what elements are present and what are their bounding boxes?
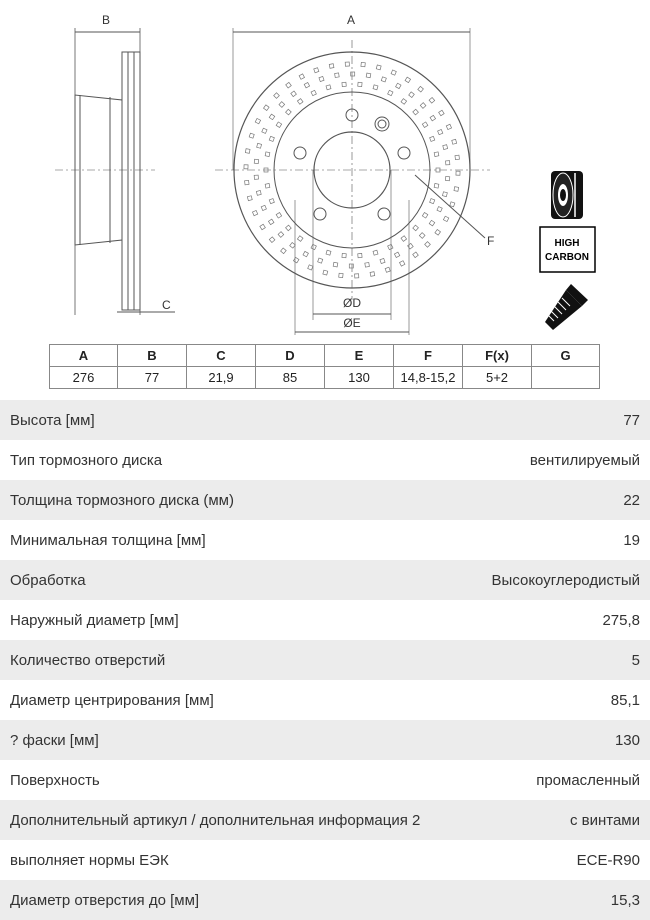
drill-hole (339, 273, 343, 277)
drill-hole (408, 243, 414, 249)
spec-value: ECE-R90 (576, 851, 640, 869)
drill-hole (286, 82, 292, 88)
drill-hole (244, 165, 248, 169)
drill-hole (261, 205, 266, 210)
spec-row (0, 520, 650, 560)
dim-header-d: D (256, 345, 325, 367)
spec-value: 22 (623, 491, 640, 509)
drill-hole (254, 175, 258, 179)
drill-hole (434, 152, 439, 157)
drill-hole (249, 133, 254, 138)
drill-hole (265, 183, 270, 188)
drill-hole (297, 236, 303, 242)
drill-hole (439, 110, 445, 116)
drill-hole (456, 171, 460, 175)
label-c: C (162, 298, 171, 312)
drill-hole (380, 258, 385, 263)
dim-value-d: 85 (256, 367, 325, 389)
drill-hole (291, 91, 297, 97)
dimension-header-row (50, 345, 600, 367)
drill-hole (366, 73, 371, 78)
drill-hole (434, 183, 439, 188)
spec-row (0, 440, 650, 480)
drill-hole (245, 180, 249, 184)
spec-value: 77 (623, 411, 640, 429)
drill-hole (297, 99, 303, 105)
spec-label: Количество отверстий (10, 651, 166, 669)
drill-hole (452, 139, 457, 144)
drill-hole (303, 251, 308, 256)
badge-line1: HIGH (554, 238, 580, 249)
drill-hole (446, 124, 451, 129)
drill-hole (443, 216, 448, 221)
drill-hole (286, 225, 292, 231)
spec-label: выполняет нормы ЕЭК (10, 851, 169, 869)
dim-header-a: A (50, 345, 118, 367)
dim-header-f: F (394, 345, 463, 367)
spec-row (0, 640, 650, 680)
spec-row (0, 680, 650, 720)
drill-hole (279, 102, 285, 108)
drill-hole (274, 93, 280, 99)
drill-hole (401, 99, 407, 105)
drill-hole (361, 62, 365, 66)
drill-hole (420, 103, 426, 109)
drill-hole (276, 213, 282, 219)
spec-label: Обработка (10, 571, 86, 589)
drill-hole (308, 265, 313, 270)
spec-row (0, 800, 650, 840)
dim-header-g: G (532, 345, 600, 367)
drill-hole (304, 82, 309, 87)
label-e: ØE (343, 316, 361, 330)
drill-hole (413, 109, 419, 115)
spec-value: вентилируемый (529, 451, 640, 469)
drill-hole (438, 129, 443, 134)
label-b: B (101, 13, 111, 27)
drill-hole (443, 145, 448, 150)
drill-hole (376, 65, 381, 70)
drill-hole (290, 242, 296, 248)
spec-label: Дополнительный артикул / дополнительная информация 2 (10, 811, 421, 829)
spec-row (0, 720, 650, 760)
drill-hole (269, 237, 275, 243)
spec-label: Наружный диаметр [мм] (10, 611, 179, 629)
drill-hole (281, 248, 287, 254)
drill-hole (264, 105, 270, 111)
drill-hole (268, 219, 274, 225)
drill-hole (323, 270, 328, 275)
drill-hole (385, 267, 390, 272)
drill-hole (247, 196, 252, 201)
drill-hole (318, 258, 323, 263)
drill-hole (409, 92, 415, 98)
drill-hole (399, 261, 404, 266)
drill-hole (245, 149, 250, 154)
spec-label: ? фаски [мм] (10, 731, 99, 749)
high-carbon-badge (540, 227, 595, 272)
drill-hole (349, 264, 353, 268)
drill-hole (286, 109, 292, 115)
drill-hole (260, 224, 266, 230)
drill-hole (413, 252, 419, 258)
drill-hole (342, 82, 346, 86)
drill-hole (329, 64, 334, 69)
drill-hole (422, 122, 428, 128)
drill-hole (435, 230, 441, 236)
spec-label: Диаметр центрирования [мм] (10, 691, 214, 709)
drill-hole (256, 190, 261, 195)
drill-hole (276, 122, 282, 128)
spec-value: 15,3 (610, 891, 640, 909)
spec-label: Тип тормозного диска (10, 451, 163, 469)
drill-hole (269, 199, 274, 204)
drill-hole (358, 253, 362, 257)
drill-hole (355, 274, 359, 278)
spec-label: Толщина тормозного диска (мм) (10, 491, 234, 509)
label-a: A (346, 13, 356, 27)
drill-hole (425, 242, 431, 248)
drill-hole (429, 97, 435, 103)
spec-value: 130 (614, 731, 640, 749)
spec-row (0, 560, 650, 600)
drill-hole (257, 143, 262, 148)
drill-hole (254, 159, 258, 163)
dim-header-b: B (118, 345, 187, 367)
spec-value: 5 (631, 651, 640, 669)
drill-hole (413, 225, 419, 231)
dim-header-c: C (187, 345, 256, 367)
drill-hole (370, 272, 375, 277)
drill-hole (333, 262, 338, 267)
spec-row (0, 600, 650, 640)
dim-value-a: 276 (50, 367, 118, 389)
drill-hole (418, 86, 424, 92)
drill-hole (335, 73, 340, 78)
badge-line2: CARBON (545, 252, 589, 263)
drill-hole (255, 118, 260, 123)
drill-hole (252, 210, 257, 215)
screw-icon (545, 284, 588, 330)
drill-hole (326, 85, 331, 90)
drill-hole (381, 77, 386, 82)
drill-hole (265, 152, 270, 157)
dim-value-c: 21,9 (187, 367, 256, 389)
spec-row (0, 480, 650, 520)
dimension-value-row (50, 367, 600, 389)
spec-value: 19 (623, 531, 640, 549)
dim-value-b: 77 (118, 367, 187, 389)
dim-value-fx: 5+2 (463, 367, 532, 389)
spec-row (0, 400, 650, 440)
drill-hole (326, 250, 331, 255)
drill-hole (351, 72, 355, 76)
dimension-table (49, 344, 600, 389)
drill-hole (422, 213, 428, 219)
drill-hole (446, 161, 450, 165)
dim-value-f: 14,8-15,2 (394, 367, 463, 389)
dim-value-g (532, 367, 600, 389)
drill-hole (437, 207, 442, 212)
spec-value: с винтами (569, 811, 640, 829)
label-d: ØD (343, 296, 361, 310)
drill-hole (299, 74, 304, 79)
drill-hole (314, 68, 319, 73)
drill-hole (278, 232, 284, 238)
drill-hole (419, 233, 425, 239)
drill-hole (262, 128, 267, 133)
spec-list (0, 400, 650, 920)
spec-row (0, 880, 650, 920)
drill-hole (373, 250, 378, 255)
brake-disc-icon (551, 171, 583, 219)
dim-value-e: 130 (325, 367, 394, 389)
drill-hole (391, 70, 396, 75)
drill-hole (293, 257, 299, 263)
dim-header-e: E (325, 345, 394, 367)
drill-hole (401, 236, 407, 242)
drill-hole (394, 252, 399, 257)
drill-hole (311, 244, 316, 249)
drill-hole (454, 187, 459, 192)
drill-hole (269, 136, 274, 141)
drill-hole (445, 176, 449, 180)
spec-label: Поверхность (10, 771, 100, 789)
drill-hole (396, 83, 401, 88)
spec-label: Высота [мм] (10, 411, 95, 429)
drill-hole (342, 253, 346, 257)
technical-drawing (0, 0, 650, 345)
spec-value: Высокоуглеродистый (491, 571, 640, 589)
drill-hole (365, 263, 370, 268)
drill-hole (358, 82, 362, 86)
drill-hole (345, 62, 349, 66)
spec-label: Диаметр отверстия до [мм] (10, 891, 200, 909)
drill-hole (442, 192, 447, 197)
drill-hole (319, 76, 324, 81)
drill-hole (430, 115, 436, 121)
spec-row (0, 840, 650, 880)
drill-hole (388, 90, 393, 95)
drill-hole (429, 220, 435, 226)
drill-hole (388, 244, 393, 249)
disc-side-view (55, 28, 175, 315)
drill-hole (430, 136, 435, 141)
label-f: F (487, 234, 495, 248)
dim-header-fx: F(x) (463, 345, 532, 367)
spec-label: Минимальная толщина [мм] (10, 531, 206, 549)
spec-value: 85,1 (610, 691, 640, 709)
disc-front-view (215, 28, 490, 335)
spec-value: 275,8 (602, 611, 640, 629)
drill-hole (373, 85, 378, 90)
drill-hole (455, 155, 459, 159)
drill-hole (430, 199, 435, 204)
spec-value: промасленный (536, 771, 640, 789)
drill-hole (311, 90, 316, 95)
drill-hole (405, 77, 411, 83)
drill-hole (450, 202, 455, 207)
spec-row (0, 760, 650, 800)
drill-hole (269, 114, 275, 120)
